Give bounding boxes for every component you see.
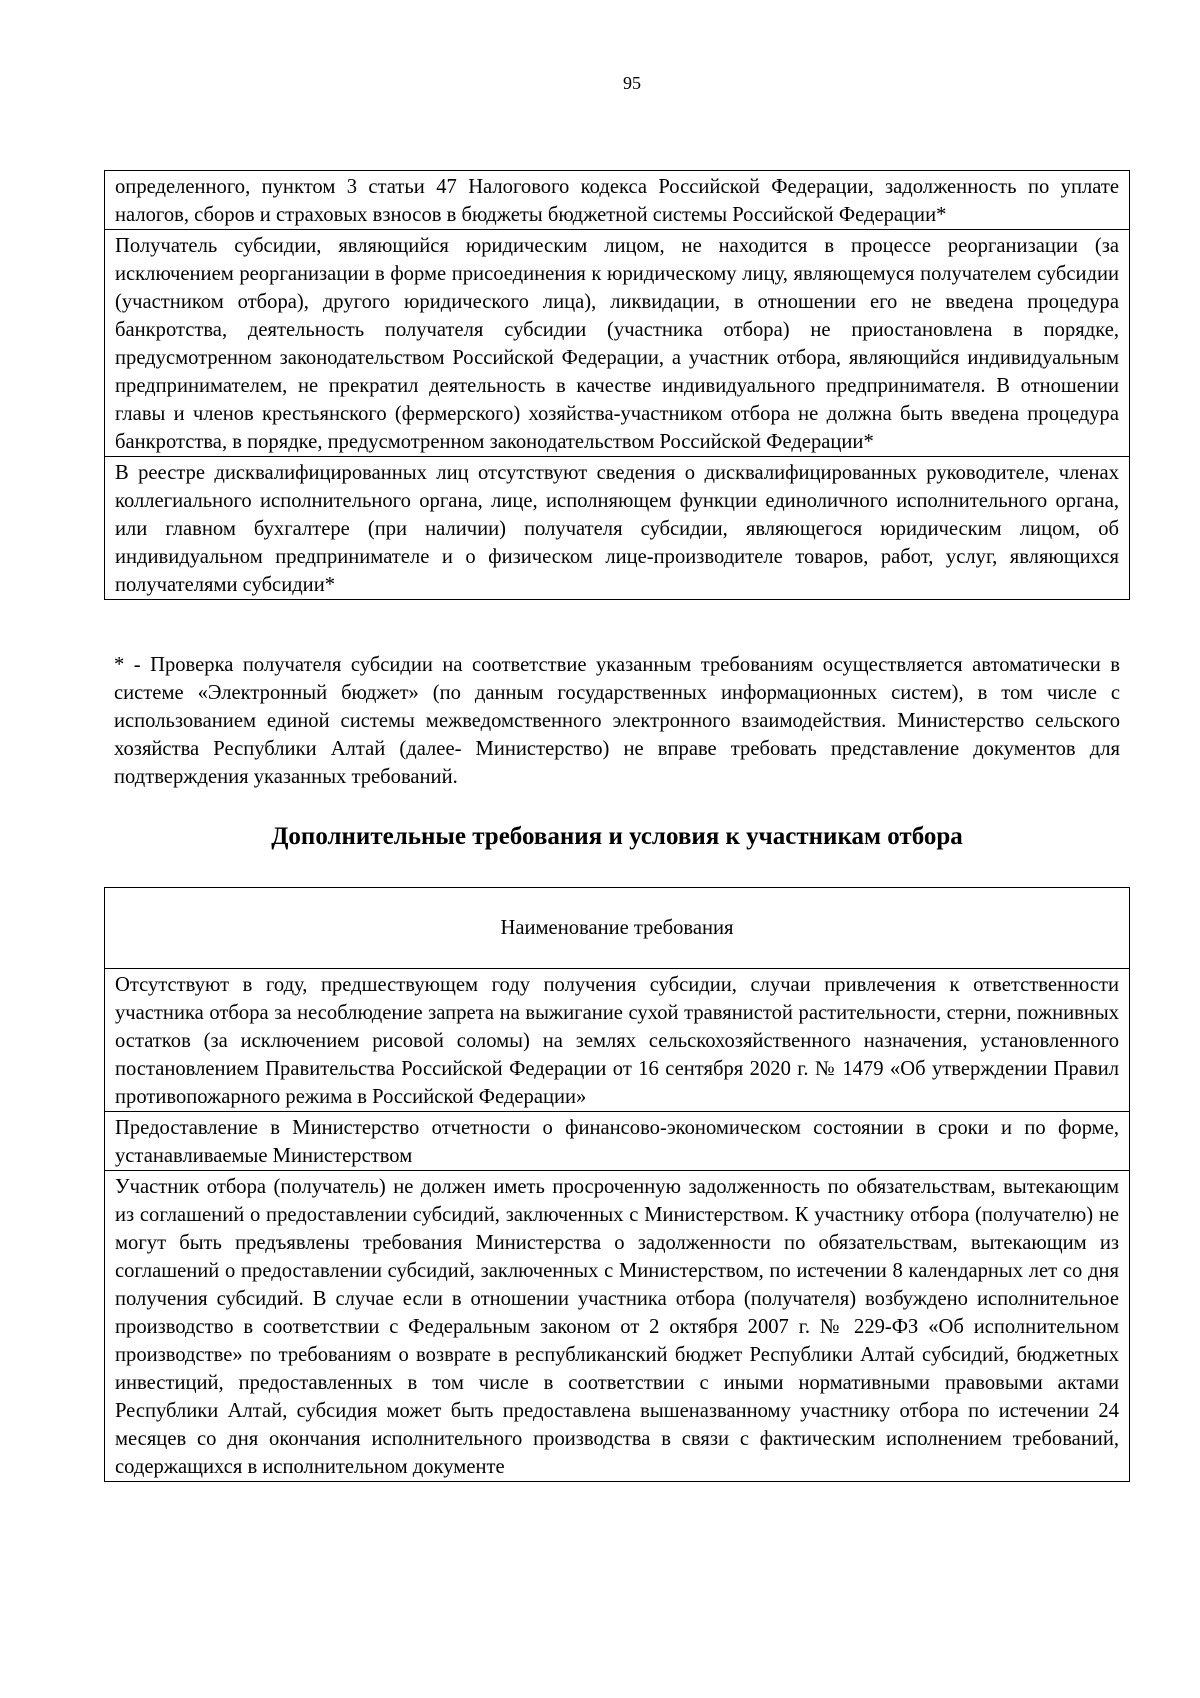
table-row: В реестре дисквалифицированных лиц отсутствуют сведения о дисквалифицированных руководителе, членах коллегиального исполнительного органа, лице, исполняющем функции единоличного исполнительного органа, или главном бухгалтере (при наличии) получателя субсидии, являющегося юридическим лицом, об индивидуальном предпринимателе и о физическом лице-производителе товаров, работ, услуг, являющихся получателями субсидии* <box>105 456 1129 599</box>
section-heading: Дополнительные требования и условия к участникам отбора <box>271 823 963 850</box>
table-header: Наименование требования <box>500 916 734 939</box>
requirements-continuation-table <box>104 170 1130 600</box>
page-number: 95 <box>623 73 641 93</box>
table-row: Предоставление в Министерство отчетности о финансово-экономическом состоянии в сроки и по форме, устанавливаемые Министерством <box>105 1111 1129 1170</box>
additional-requirements-table <box>104 887 1130 1482</box>
table-row: Отсутствуют в году, предшествующем году получения субсидии, случаи привлечения к ответственности участника отбора за несоблюдение запрета на выжигание сухой травянистой растительности, стерни, пожнивных остатков (за исключением рисовой соломы) на землях сельскохозяйственного назначения, установленного постановлением Правительства Российской Федерации от 16 сентября 2020 г. № 1479 «Об утверждении Правил противопожарного режима в Российской Федерации» <box>105 968 1129 1111</box>
table-row: определенного, пунктом 3 статьи 47 Налогового кодекса Российской Федерации, задолженность по уплате налогов, сборов и страховых взносов в бюджеты бюджетной системы Российской Федерации* <box>115 176 1119 226</box>
table-row: Участник отбора (получатель) не должен иметь просроченную задолженность по обязательствам, вытекающим из соглашений о предоставлении субсидий, заключенных с Министерством. К участнику отбора (получателю) не могут быть предъявлены требования Министерства о задолженности по обязательствам, вытекающим из соглашений о предоставлении субсидий, заключенных с Министерством, по истечении 8 календарных лет со дня получения субсидий. В случае если в отношении участника отбора (получателя) возбуждено исполнительное производство в соответствии с Федеральным законом от 2 октября 2007 г. № 229-ФЗ «Об исполнительном производстве» по требованиям о возврате в республиканский бюджет Республики Алтай субсидий, бюджетных инвестиций, предоставленных в том числе в соответствии с иными нормативными правовыми актами Республики Алтай, субсидия может быть предоставлена вышеназванному участнику отбора по истечении 24 месяцев со дня окончания исполнительного производства в связи с фактическим исполнением требований, содержащихся в исполнительном документе <box>105 1170 1129 1481</box>
footnote: * - Проверка получателя субсидии на соответствие указанным требованиям осуществляется автоматически в системе «Электронный бюджет» (по данным государственных информационных систем), в том числе с использованием единой системы межведомственного электронного взаимодействия. Министерство сельского хозяйства Республики Алтай (далее- Министерство) не вправе требовать представление документов для подтверждения указанных требований. <box>114 654 1120 788</box>
table-row: Получатель субсидии, являющийся юридическим лицом, не находится в процессе реорганизации (за исключением реорганизации в форме присоединения к юридическому лицу, являющемуся получателем субсидии (участником отбора), другого юридического лица), ликвидации, в отношении его не введена процедура банкротства, деятельность получателя субсидии (участника отбора) не приостановлена в порядке, предусмотренном законодательством Российской Федерации, а участник отбора, являющийся индивидуальным предпринимателем, не прекратил деятельность в качестве индивидуального предпринимателя. В отношении главы и членов крестьянского (фермерского) хозяйства-участником отбора не должна быть введена процедура банкротства, в порядке, предусмотренном законодательством Российской Федерации* <box>105 229 1129 456</box>
